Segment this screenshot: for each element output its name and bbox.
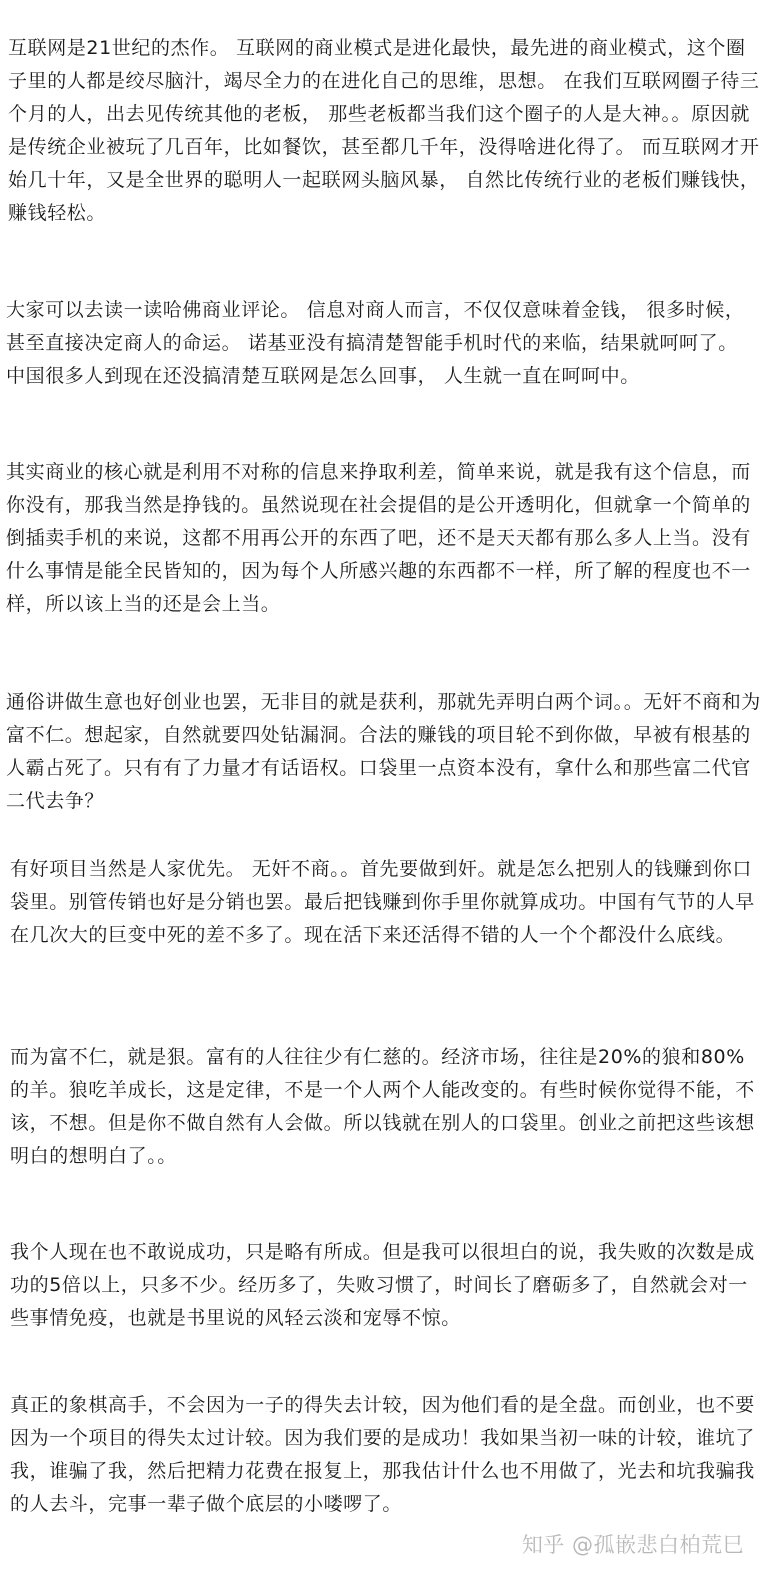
paragraph-7: 我个人现在也不敢说成功，只是略有所成。但是我可以很坦白的说，我失败的次数是成功的5倍以上，只多不少。经历多了，失败习惯了，时间长了磨砺多了，自然就会对一些事情免疫，也就是书里说的风轻云淡和宠辱不惊。	[10, 1241, 755, 1329]
paragraph-1: 互联网是21世纪的杰作。 互联网的商业模式是进化最快，最先进的商业模式，这个圈子里的人都是绞尽脑汁，竭尽全力的在进化自己的思维，思想。 在我们互联网圈子待三个月的人，出去见传统其他的老板， 那些老板都当我们这个圈子的人是大神。。原因就是传统企业被玩了几百年，比如餐饮，甚至都几千年，没得啥进化得了。 而互联网才开始几十年，又是全世界的聪明人一起联网头脑风暴， 自然比传统行业的老板们赚钱快，赚钱轻松。	[8, 37, 760, 224]
paragraph-6: 而为富不仁，就是狠。富有的人往往少有仁慈的。经济市场，往往是20%的狼和80%的羊。狼吃羊成长，这是定律，不是一个人两个人能改变的。有些时候你觉得不能，不该，不想。但是你不做自然有人会做。所以钱就在别人的口袋里。创业之前把这些该想明白的想明白了。。	[10, 1046, 755, 1167]
paragraph-5: 有好项目当然是人家优先。 无奸不商。。首先要做到奸。就是怎么把别人的钱赚到你口袋里。别管传销也好是分销也罢。最后把钱赚到你手里你就算成功。中国有气节的人早在几次大的巨变中死的差不多了。现在活下来还活得不错的人一个个都没什么底线。	[10, 858, 755, 946]
zhihu-watermark: 知乎 @孤嵌悲白柏荒巳	[521, 1533, 744, 1557]
paragraph-2: 大家可以去读一读哈佛商业评论。 信息对商人而言，不仅仅意味着金钱， 很多时候，甚至直接决定商人的命运。 诺基亚没有搞清楚智能手机时代的来临，结果就呵呵了。 中国很多人到现在还没搞清楚互联网是怎么回事， 人生就一直在呵呵中。	[6, 299, 745, 387]
paragraph-4: 通俗讲做生意也好创业也罢，无非目的就是获利，那就先弄明白两个词。。无奸不商和为富不仁。想起家，自然就要四处钻漏洞。合法的赚钱的项目轮不到你做，早被有根基的人霸占死了。只有有了力量才有话语权。口袋里一点资本没有，拿什么和那些富二代官二代去争？	[6, 691, 761, 812]
paragraph-3: 其实商业的核心就是利用不对称的信息来挣取利差，简单来说，就是我有这个信息，而你没有，那我当然是挣钱的。虽然说现在社会提倡的是公开透明化，但就拿一个简单的倒插卖手机的来说，这都不用再公开的东西了吧，还不是天天都有那么多人上当。没有什么事情是能全民皆知的，因为每个人所感兴趣的东西都不一样，所了解的程度也不一样，所以该上当的还是会上当。	[6, 461, 751, 615]
paragraph-8: 真正的象棋高手，不会因为一子的得失去计较，因为他们看的是全盘。而创业，也不要因为一个项目的得失太过计较。因为我们要的是成功！我如果当初一味的计较，谁坑了我，谁骗了我，然后把精力花费在报复上，那我估计什么也不用做了，光去和坑我骗我的人去斗，完事一辈子做个底层的小喽啰了。	[10, 1394, 755, 1515]
